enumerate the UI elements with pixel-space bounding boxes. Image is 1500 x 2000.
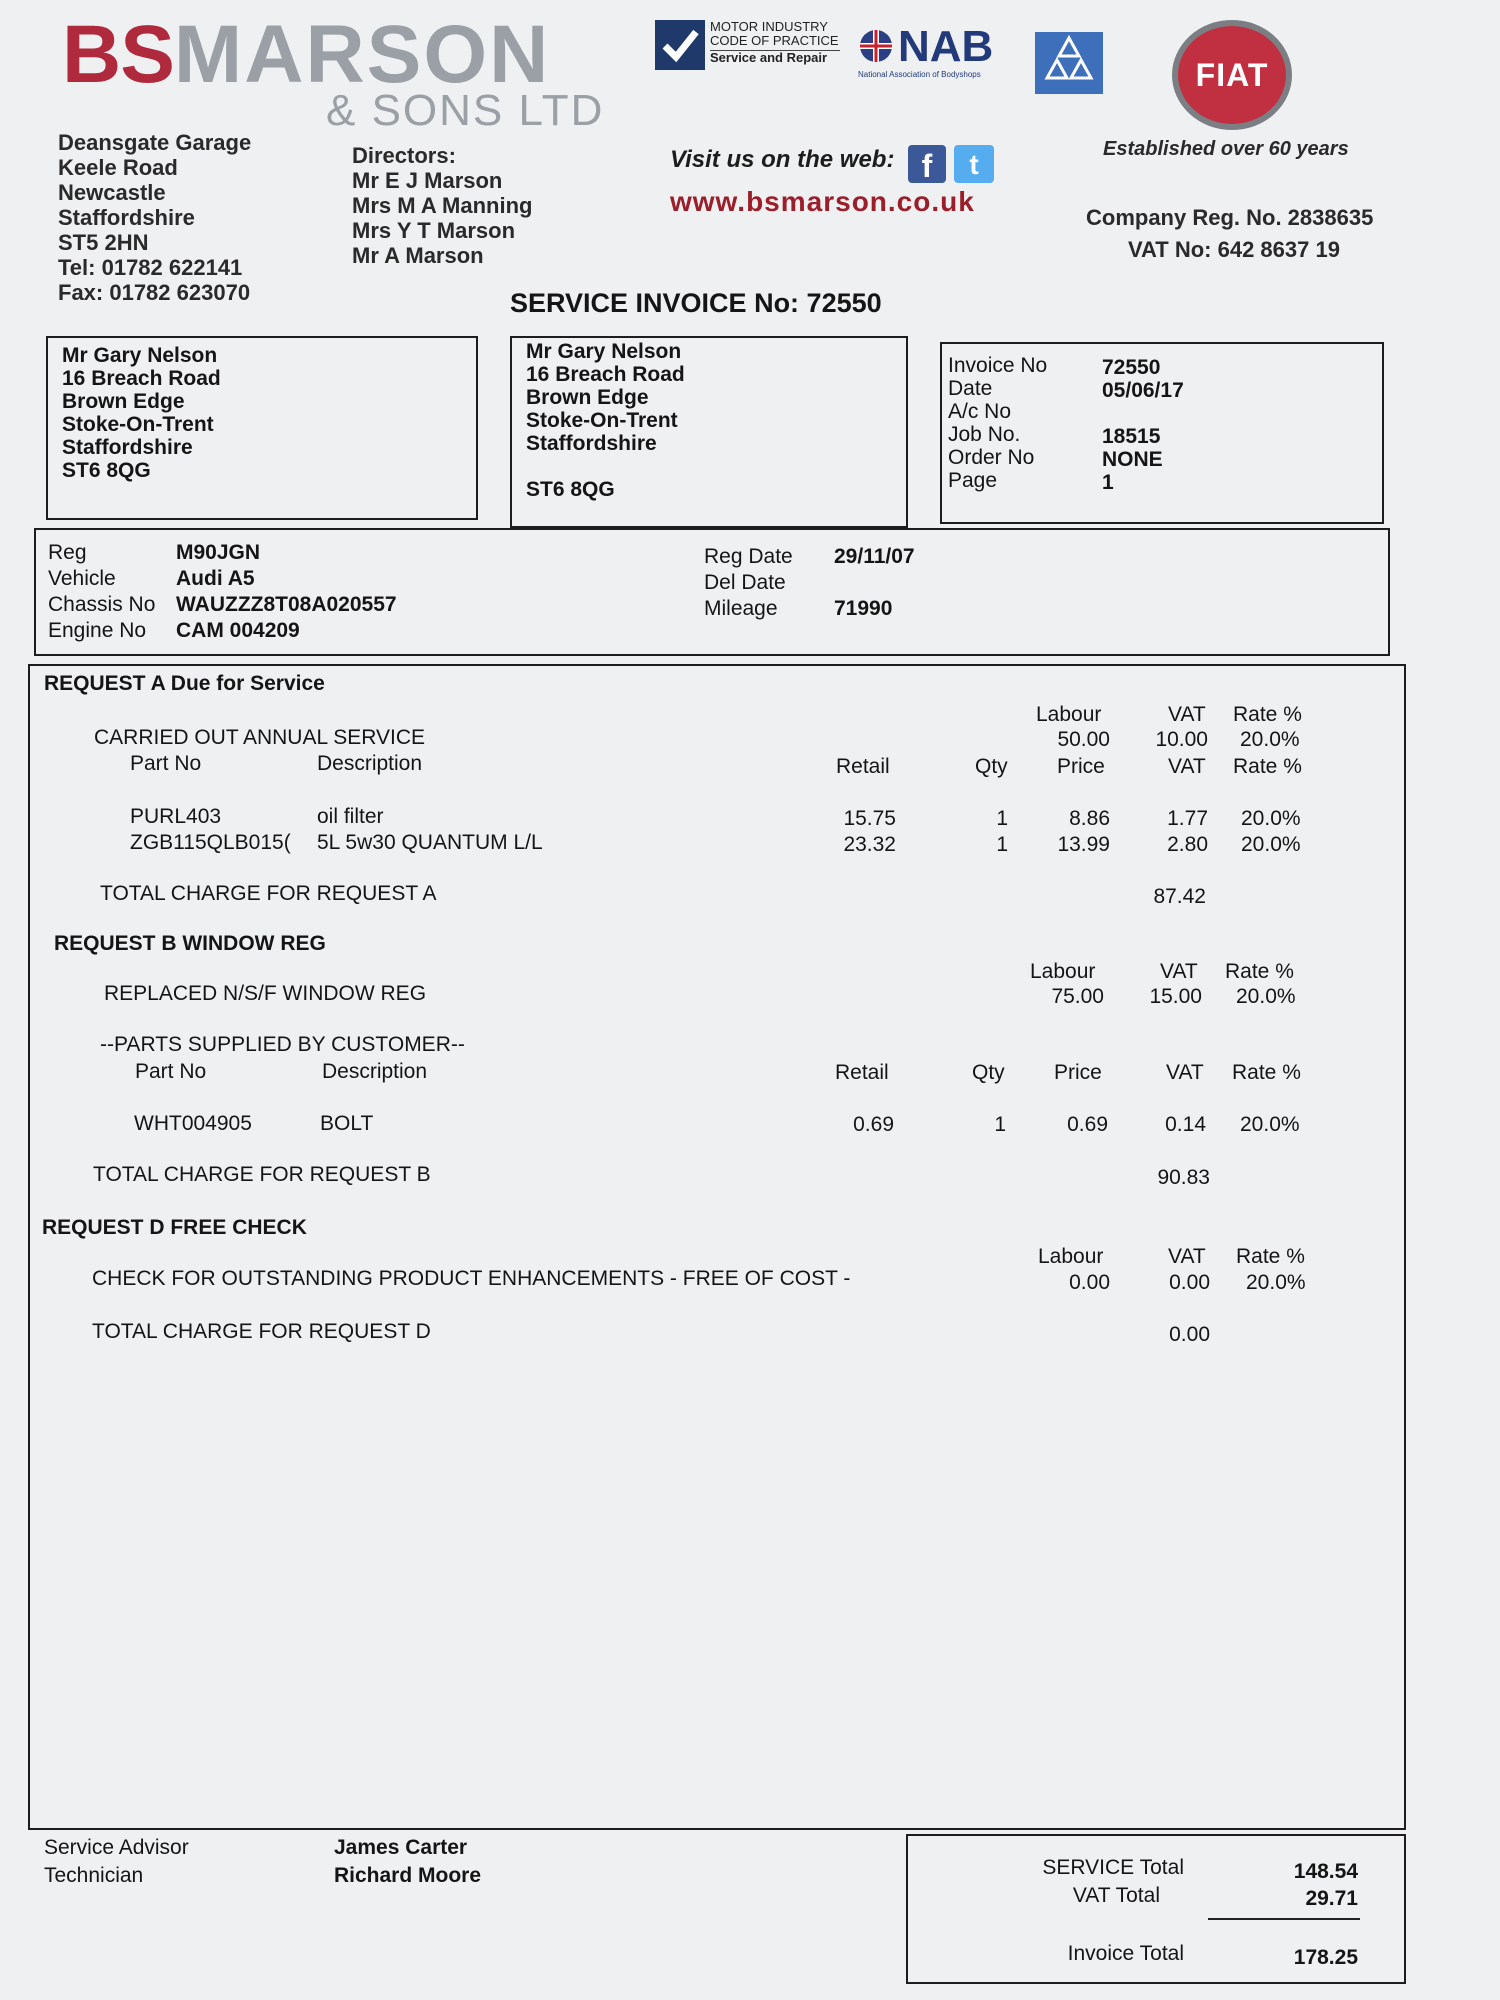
nab-logo: NAB: [898, 22, 994, 71]
motor-industry-badge: MOTOR INDUSTRY CODE OF PRACTICE Service and Repair: [710, 19, 839, 65]
service-advisor-name: James Carter: [334, 1836, 468, 1859]
request-a-labour: 50.00: [1057, 728, 1110, 751]
vat-total: 29.71: [1305, 1887, 1358, 1910]
company-address: Deansgate Garage Keele Road Newcastle Staffordshire ST5 2HN Tel: 01782 622141 Fax: 01782 623070: [58, 130, 252, 305]
union-flag-icon: [858, 28, 894, 64]
mileage: 71990: [834, 597, 893, 620]
company-tel: Tel: 01782 622141: [58, 255, 243, 280]
vehicle-model: Audi A5: [176, 567, 255, 590]
invoice-info-labels: Invoice No Date A/c No Job No. Order No Page: [948, 354, 1048, 492]
request-a-title: REQUEST A Due for Service: [44, 672, 325, 695]
request-d-labour: 0.00: [1069, 1271, 1110, 1294]
del-date: [834, 570, 915, 596]
mot-triangles-icon: [1035, 32, 1103, 94]
totals-divider: [1208, 1918, 1360, 1920]
technician-name: Richard Moore: [334, 1864, 482, 1887]
request-a-work: CARRIED OUT ANNUAL SERVICE: [94, 726, 426, 749]
reg-date: 29/11/07: [834, 545, 915, 568]
request-b-title: REQUEST B WINDOW REG: [54, 932, 326, 955]
request-d-total: 0.00: [1169, 1323, 1210, 1346]
established-text: Established over 60 years: [1103, 138, 1349, 160]
request-d-title: REQUEST D FREE CHECK: [42, 1216, 307, 1239]
fiat-logo: FIAT: [1172, 20, 1292, 130]
invoice-info-box: [940, 342, 1384, 524]
billing-address-box: Mr Gary Nelson 16 Breach Road Brown Edge Stoke-On-Trent Staffordshire ST6 8QG: [46, 336, 478, 520]
invoice-info-values: 72550 05/06/17 18515 NONE 1: [1102, 356, 1184, 494]
service-total: 148.54: [1293, 1860, 1358, 1883]
directors-block: Directors: Mr E J Marson Mrs M A Manning Mrs Y T Marson Mr A Marson: [352, 143, 533, 268]
invoice-total: 178.25: [1293, 1946, 1358, 1969]
facebook-icon[interactable]: f: [908, 145, 946, 183]
company-logo-subtitle: & SONS LTD: [326, 86, 605, 135]
checkmark-badge-icon: [655, 20, 705, 70]
vehicle-engine: CAM 004209: [176, 619, 300, 642]
parts-supplied-note: --PARTS SUPPLIED BY CUSTOMER--: [100, 1033, 465, 1056]
invoice-page: BSMARSON & SONS LTD Deansgate Garage Keele Road Newcastle Staffordshire ST5 2HN Tel: 01782 622141 Fax: 01782 623070 Directors: Mr E J Marson Mrs M A Manning Mrs Y T Marson Mr A Marson MOTOR INDUSTRY CODE OF PRACTICE Service and Repair NAB National Association of Bodyshops FIAT Established over 60 years Company Reg. No. 2838635 VAT No: 642 8637 19 Visit us on the web: f t www.bsmarson.co.uk SERVICE INVOICE No: 72550 Mr Gary Nelson 16 Breach Road Brown Edge Stoke-On-Trent Staffordshire ST6 8QG Mr Gary Nelson 16 Breach Road Brown Edge Stoke-On-Trent Staffordshire ST6 8QG Invoice No Date A/c No Job No. Order No Page 72550 05/06/17 18515 NONE 1 Reg Vehicle Chassis No Engine No M90JGN Audi A5 WAUZZZ8T08A020557 CAM 004209 Reg Date Del Date Mileage 29/11/07 71990 REQUEST A Due for Service Labour VAT Rate % CARRIED OUT ANNUAL SERVICE 50.00 10.00 20.0% Part No Description Retail Qty Price VAT Rate % PURL403 oil filter 15.75 1 8.86 1.77 20.0% ZGB115QLB015( 5L 5w30 QUANTUM L/L 23.32 1 13.99 2.80 20.0% TOTAL CHARGE FOR REQUEST A 87.42 REQUEST B WINDOW REG Labour VAT Rate % REPLACED N/S/F WINDOW REG 75.00 15.00 20.0% --PARTS SUPPLIED BY CUSTOMER-- Part No Description Retail Qty Price VAT Rate % WHT004905 BOLT 0.69 1 0.69 0.14 20.0% TOTAL CHARGE FOR REQUEST B 90.83 REQUEST D FREE CHECK Labour VAT Rate % CHECK FOR OUTSTANDING PRODUCT ENHANCEMENTS - FREE OF COST - 0.00 0.00 20.0% TOTAL CHARGE FOR REQUEST D 0.00 Service Advisor Technician James Carter Richard Moore SERVICE Total 148.54 VAT Total 29.71 Invoice Total 178.25: [0, 0, 1500, 2000]
totals-box: SERVICE Total 148.54 VAT Total 29.71 Invoice Total 178.25: [906, 1834, 1406, 1984]
staff-names: [334, 1834, 481, 1890]
vehicle-chassis: WAUZZZ8T08A020557: [176, 593, 397, 616]
web-visit-label: Visit us on the web:: [670, 146, 895, 173]
request-b-labour: 75.00: [1051, 985, 1104, 1008]
vat-number: VAT No: 642 8637 19: [1128, 237, 1340, 262]
twitter-icon[interactable]: t: [954, 145, 994, 183]
vehicle-details-box: Reg Vehicle Chassis No Engine No M90JGN Audi A5 WAUZZZ8T08A020557 CAM 004209 Reg Date Del Date Mileage 29/11/07 71990: [34, 528, 1390, 656]
invoice-title: SERVICE INVOICE No: 72550: [510, 288, 882, 318]
staff-roles: Service Advisor Technician: [44, 1836, 189, 1887]
request-a-total: 87.42: [1153, 885, 1206, 908]
website-url[interactable]: www.bsmarson.co.uk: [670, 186, 975, 217]
request-b-work: REPLACED N/S/F WINDOW REG: [104, 982, 427, 1005]
nab-subtitle: National Association of Bodyshops: [858, 70, 981, 79]
company-logo: BSMARSON: [62, 9, 551, 100]
company-reg-number: Company Reg. No. 2838635: [1086, 205, 1374, 230]
company-fax: Fax: 01782 623070: [58, 280, 251, 305]
delivery-address-box: Mr Gary Nelson 16 Breach Road Brown Edge Stoke-On-Trent Staffordshire ST6 8QG: [510, 336, 908, 528]
vehicle-reg: M90JGN: [176, 541, 261, 564]
request-b-total: 90.83: [1157, 1166, 1210, 1189]
request-d-work: CHECK FOR OUTSTANDING PRODUCT ENHANCEMENTS - FREE OF COST -: [92, 1267, 851, 1290]
